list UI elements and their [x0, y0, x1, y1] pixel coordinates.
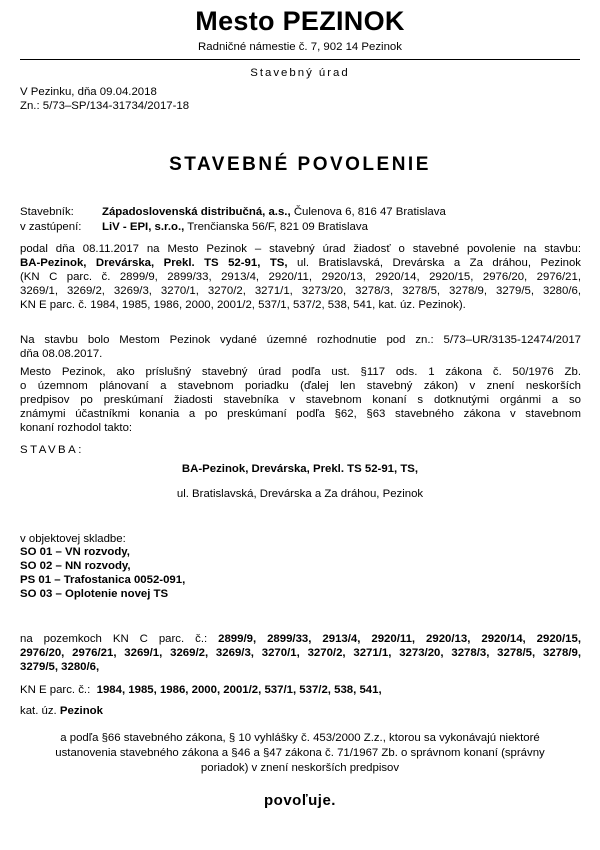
- parcels-c-paragraph: [20, 632, 581, 674]
- legal-paragraph: [0, 731, 600, 776]
- paragraph-line: Mesto Pezinok, ako príslušný stavebný úrad podľa ust. §117 ods. 1 zákona č. 50/1976 Zb.: [20, 366, 581, 378]
- cadastral-value: Pezinok: [59, 705, 103, 717]
- paragraph-line: predpisov po preskúmaní žiadosti stavebníka v stavebnom konaní s dotknutými orgánmi a so: [20, 394, 581, 406]
- project-name-inline: BA-Pezinok, Drevárska, Prekl. TS 52-91, TS,: [20, 257, 298, 269]
- paragraph-line: [20, 660, 581, 674]
- decision-paragraph: [20, 365, 581, 435]
- paragraph-line: [20, 646, 581, 660]
- builder-label: Stavebník:: [20, 206, 74, 218]
- object-item: SO 03 – Oplotenie novej TS: [20, 588, 169, 600]
- representative-label: v zastúpení:: [20, 221, 82, 233]
- paragraph-line: Na stavbu bolo Mestom Pezinok vydané územné rozhodnutie pod zn.: 5/73–UR/3135-12474/2017: [20, 334, 581, 346]
- paragraph-line: podal dňa 08.11.2017 na Mesto Pezinok – stavebný úrad žiadosť o stavebné povolenie na stavbu:: [20, 243, 581, 255]
- parcels-e-label: KN E parc. č.:: [20, 684, 91, 696]
- parcels-e-values: 1984, 1985, 1986, 2000, 2001/2, 537/1, 537/2, 538, 541,: [96, 684, 382, 696]
- representative-value: [102, 221, 368, 233]
- header-divider: [20, 59, 580, 60]
- object-item: SO 01 – VN rozvody,: [20, 546, 130, 558]
- parcels-e-row: [20, 684, 382, 696]
- builder-value: [102, 206, 446, 218]
- builder-row: [0, 206, 600, 220]
- paragraph-line: [20, 256, 581, 270]
- object-item: SO 02 – NN rozvody,: [20, 560, 131, 572]
- office-name: Stavebný úrad: [250, 67, 350, 79]
- project-location-inline: ul. Bratislavská, Drevárska a Za dráhou, Pezinok: [297, 257, 581, 269]
- paragraph-line: konaní rozhodol takto:: [20, 422, 133, 434]
- decision-verb: povoľuje.: [264, 792, 336, 809]
- issuer-title: Mesto PEZINOK: [195, 6, 405, 36]
- representative-name: LiV - EPI, s.r.o.,: [102, 221, 185, 233]
- place-date: V Pezinku, dňa 09.04.2018: [20, 86, 157, 98]
- paragraph-line: známymi účastníkmi konania a po preskúmaní podľa §62, §63 stavebného zákona v stavebnom: [20, 408, 581, 420]
- parcels-c-values: 2976/20, 2976/21, 3269/1, 3269/2, 3269/3, 3270/1, 3270/2, 3271/1, 3273/20, 3278/3, 3278/5, 3278/9,: [20, 647, 581, 659]
- cadastral-row: [20, 705, 103, 717]
- paragraph-line: [20, 632, 581, 646]
- parcels-c-values: 2899/9, 2899/33, 2913/4, 2920/11, 2920/13, 2920/14, 2920/15,: [218, 633, 581, 645]
- paragraph-line: KN E parc. č. 1984, 1985, 1986, 2000, 2001/2, 537/1, 537/2, 538, 541, kat. úz. Pezinok).: [20, 299, 466, 311]
- paragraph-line: (KN C parc. č. 2899/9, 2899/33, 2913/4, 2920/11, 2920/13, 2920/14, 2920/15, 2976/20, 2976/21,: [20, 271, 581, 283]
- paragraph-line: ustanovenia stavebného zákona a §46 a §47 zákona č. 71/1967 Zb. o správnom konaní (správny: [55, 747, 545, 759]
- application-paragraph: [20, 242, 581, 312]
- representative-row: [0, 221, 600, 235]
- issuer-address: Radničné námestie č. 7, 902 14 Pezinok: [198, 41, 402, 53]
- paragraph-line: a podľa §66 stavebného zákona, § 10 vyhlášky č. 453/2000 Z.z., ktorou sa vykonávajú niektoré: [60, 732, 540, 744]
- stavba-location: ul. Bratislavská, Drevárska a Za dráhou, Pezinok: [176, 488, 424, 500]
- object-item: PS 01 – Trafostanica 0052-091,: [20, 574, 186, 586]
- paragraph-line: poriadok) v znení neskorších predpisov: [200, 762, 400, 774]
- document-heading: STAVEBNÉ POVOLENIE: [169, 154, 431, 175]
- representative-address: Trenčianska 56/F, 821 09 Bratislava: [184, 221, 368, 233]
- stavba-label: STAVBA:: [20, 444, 84, 456]
- paragraph-line: 3269/1, 3269/2, 3269/3, 3270/1, 3270/2, 3271/1, 3273/20, 3278/3, 3278/5, 3278/9, 3279/5, 3280/6,: [20, 285, 581, 297]
- objects-intro: v objektovej skladbe:: [20, 533, 126, 545]
- zoning-paragraph: [20, 333, 581, 361]
- stavba-name: BA-Pezinok, Drevárska, Prekl. TS 52-91, TS,: [181, 463, 419, 475]
- paragraph-line: dňa 08.08.2017.: [20, 348, 103, 360]
- parcels-c-values: 3279/5, 3280/6,: [20, 661, 100, 673]
- builder-name: Západoslovenská distribučná, a.s.,: [102, 206, 291, 218]
- builder-address: Čulenova 6, 816 47 Bratislava: [290, 206, 446, 218]
- parcels-c-label: na pozemkoch KN C parc. č.:: [20, 633, 219, 645]
- paragraph-line: o územnom plánovaní a stavebnom poriadku (ďalej len stavebný zákon) v znení neskorších: [20, 380, 581, 392]
- reference-number: Zn.: 5/73–SP/134-31734/2017-18: [20, 100, 190, 112]
- cadastral-label: kat. úz.: [20, 705, 57, 717]
